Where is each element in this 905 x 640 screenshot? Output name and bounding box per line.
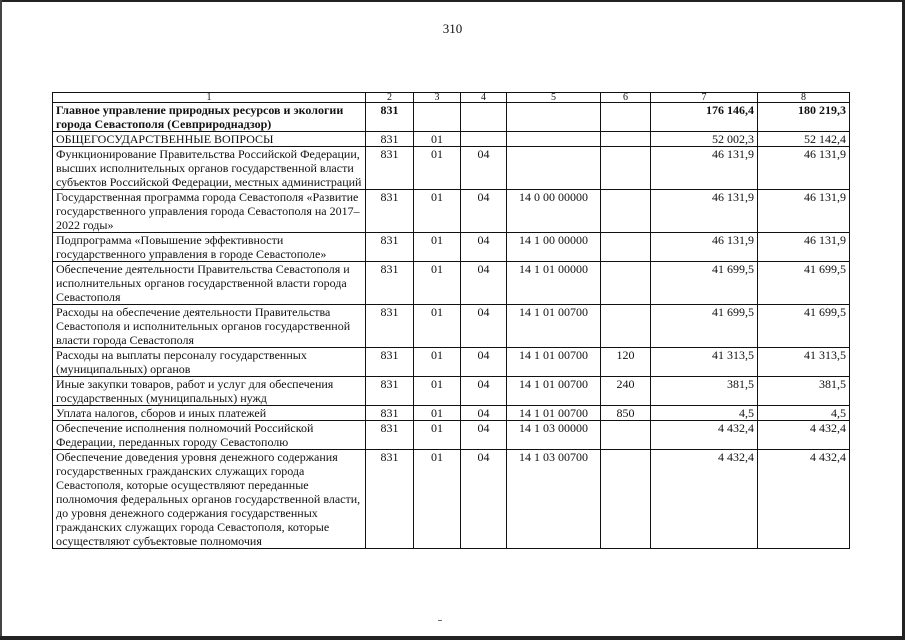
cell-subsection (461, 132, 507, 147)
cell-section: 01 (414, 450, 461, 549)
cell-section: 01 (414, 305, 461, 348)
table-row (53, 262, 850, 305)
cell-section: 01 (414, 421, 461, 450)
cell-subsection: 04 (461, 406, 507, 421)
table-row (53, 190, 850, 233)
cell-amount-year-2: 41 313,5 (758, 348, 850, 377)
cell-expense-type (601, 450, 651, 549)
cell-ministry-code: 831 (366, 132, 414, 147)
cell-ministry-code: 831 (366, 348, 414, 377)
column-header: 4 (461, 93, 507, 103)
cell-amount-year-1: 4,5 (651, 406, 758, 421)
cell-name: Обеспечение доведения уровня денежного содержания государственных гражданских служащих города Севастополя, которые осуществляют переданные полномочия федеральных органов государственной власти, до уровня денежного содержания государственных гражданских служащих города Севастополя, которые осуществляют субъектовые полномочия (53, 450, 366, 549)
cell-name: Расходы на выплаты персоналу государственных (муниципальных) органов (53, 348, 366, 377)
cell-target-article: 14 1 03 00000 (507, 421, 601, 450)
cell-name: Уплата налогов, сборов и иных платежей (53, 406, 366, 421)
cell-name: Подпрограмма «Повышение эффективности государственного управления в городе Севастополе» (53, 233, 366, 262)
cell-target-article: 14 1 01 00000 (507, 262, 601, 305)
cell-subsection: 04 (461, 233, 507, 262)
table-row (53, 406, 850, 421)
cell-amount-year-2: 4 432,4 (758, 450, 850, 549)
scan-frame-top (0, 0, 905, 2)
column-number-row (53, 93, 850, 103)
cell-subsection: 04 (461, 147, 507, 190)
cell-amount-year-1: 46 131,9 (651, 190, 758, 233)
cell-amount-year-2: 180 219,3 (758, 103, 850, 132)
column-header: 6 (601, 93, 651, 103)
cell-amount-year-2: 46 131,9 (758, 233, 850, 262)
cell-section: 01 (414, 348, 461, 377)
cell-ministry-code: 831 (366, 103, 414, 132)
table-row (53, 233, 850, 262)
column-header: 5 (507, 93, 601, 103)
cell-section: 01 (414, 132, 461, 147)
cell-ministry-code: 831 (366, 262, 414, 305)
cell-ministry-code: 831 (366, 377, 414, 406)
column-header: 8 (758, 93, 850, 103)
cell-name: Обеспечение деятельности Правительства Севастополя и исполнительных органов государственной власти города Севастополя (53, 262, 366, 305)
cell-expense-type (601, 421, 651, 450)
cell-ministry-code: 831 (366, 190, 414, 233)
cell-amount-year-1: 4 432,4 (651, 450, 758, 549)
cell-amount-year-1: 4 432,4 (651, 421, 758, 450)
cell-name: Расходы на обеспечение деятельности Правительства Севастополя и исполнительных органов государственной власти города Севастополя (53, 305, 366, 348)
table-row (53, 305, 850, 348)
cell-target-article: 14 1 01 00700 (507, 406, 601, 421)
cell-subsection (461, 103, 507, 132)
cell-name: Главное управление природных ресурсов и экологии города Севастополя (Севприроднадзор) (53, 103, 366, 132)
cell-section: 01 (414, 262, 461, 305)
cell-expense-type (601, 305, 651, 348)
table-row (53, 147, 850, 190)
cell-target-article (507, 132, 601, 147)
table-row (53, 103, 850, 132)
cell-subsection: 04 (461, 305, 507, 348)
budget-table (52, 92, 850, 549)
cell-name: Обеспечение исполнения полномочий Российской Федерации, переданных городу Севастополю (53, 421, 366, 450)
cell-amount-year-1: 52 002,3 (651, 132, 758, 147)
column-header: 7 (651, 93, 758, 103)
cell-amount-year-2: 41 699,5 (758, 262, 850, 305)
cell-target-article: 14 1 03 00700 (507, 450, 601, 549)
cell-amount-year-1: 41 699,5 (651, 262, 758, 305)
cell-ministry-code: 831 (366, 421, 414, 450)
cell-subsection: 04 (461, 450, 507, 549)
cell-expense-type (601, 262, 651, 305)
cell-amount-year-2: 46 131,9 (758, 147, 850, 190)
cell-ministry-code: 831 (366, 305, 414, 348)
cell-amount-year-1: 41 313,5 (651, 348, 758, 377)
scan-frame-bottom (0, 636, 905, 640)
table-row (53, 348, 850, 377)
column-header: 3 (414, 93, 461, 103)
cell-target-article: 14 1 01 00700 (507, 377, 601, 406)
column-header: 1 (53, 93, 366, 103)
cell-expense-type: 240 (601, 377, 651, 406)
cell-amount-year-2: 4 432,4 (758, 421, 850, 450)
scan-speck (438, 620, 442, 621)
cell-name: Государственная программа города Севастополя «Развитие государственного управления города Севастополя на 2017–2022 годы» (53, 190, 366, 233)
table-row (53, 421, 850, 450)
cell-amount-year-1: 176 146,4 (651, 103, 758, 132)
cell-amount-year-2: 46 131,9 (758, 190, 850, 233)
cell-section: 01 (414, 190, 461, 233)
cell-amount-year-1: 41 699,5 (651, 305, 758, 348)
cell-expense-type (601, 190, 651, 233)
cell-subsection: 04 (461, 262, 507, 305)
cell-expense-type (601, 103, 651, 132)
cell-section: 01 (414, 147, 461, 190)
table-row (53, 450, 850, 549)
cell-subsection: 04 (461, 348, 507, 377)
scan-frame-left (0, 0, 2, 640)
cell-amount-year-1: 381,5 (651, 377, 758, 406)
cell-amount-year-2: 41 699,5 (758, 305, 850, 348)
cell-target-article (507, 103, 601, 132)
cell-section: 01 (414, 233, 461, 262)
cell-section: 01 (414, 406, 461, 421)
cell-target-article: 14 1 00 00000 (507, 233, 601, 262)
cell-subsection: 04 (461, 190, 507, 233)
cell-name: ОБЩЕГОСУДАРСТВЕННЫЕ ВОПРОСЫ (53, 132, 366, 147)
cell-name: Функционирование Правительства Российской Федерации, высших исполнительных органов государственной власти субъектов Российской Федерации, местных администраций (53, 147, 366, 190)
table-row (53, 377, 850, 406)
cell-ministry-code: 831 (366, 450, 414, 549)
cell-ministry-code: 831 (366, 147, 414, 190)
cell-ministry-code: 831 (366, 233, 414, 262)
cell-name: Иные закупки товаров, работ и услуг для обеспечения государственных (муниципальных) нужд (53, 377, 366, 406)
cell-target-article: 14 0 00 00000 (507, 190, 601, 233)
page-number: 310 (442, 21, 463, 36)
cell-expense-type (601, 147, 651, 190)
cell-expense-type (601, 233, 651, 262)
cell-section: 01 (414, 377, 461, 406)
cell-expense-type: 850 (601, 406, 651, 421)
cell-target-article: 14 1 01 00700 (507, 305, 601, 348)
cell-amount-year-1: 46 131,9 (651, 147, 758, 190)
cell-amount-year-2: 381,5 (758, 377, 850, 406)
column-header: 2 (366, 93, 414, 103)
cell-amount-year-2: 52 142,4 (758, 132, 850, 147)
cell-amount-year-1: 46 131,9 (651, 233, 758, 262)
cell-target-article: 14 1 01 00700 (507, 348, 601, 377)
cell-ministry-code: 831 (366, 406, 414, 421)
cell-target-article (507, 147, 601, 190)
table-row (53, 132, 850, 147)
cell-section (414, 103, 461, 132)
cell-subsection: 04 (461, 421, 507, 450)
cell-amount-year-2: 4,5 (758, 406, 850, 421)
cell-expense-type: 120 (601, 348, 651, 377)
cell-subsection: 04 (461, 377, 507, 406)
cell-expense-type (601, 132, 651, 147)
